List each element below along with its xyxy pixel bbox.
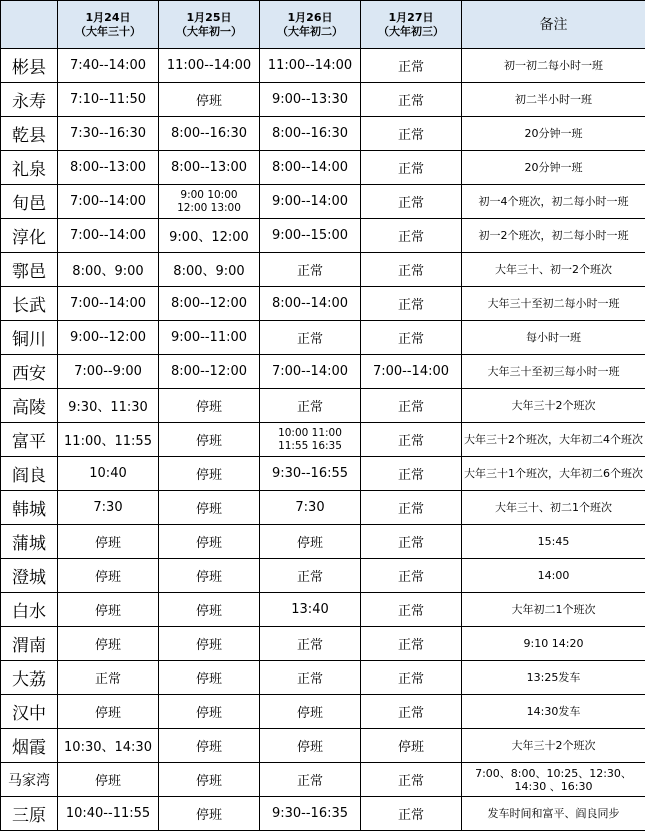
jan24-cell: 10:30、14:30	[58, 729, 159, 763]
jan26-cell: 11:00--14:00	[260, 49, 361, 83]
header-blank-cell	[1, 1, 58, 49]
city-cell: 礼泉	[1, 151, 58, 185]
jan24-cell: 7:30--16:30	[58, 117, 159, 151]
table-row	[1, 219, 645, 253]
city-cell: 三原	[1, 797, 58, 831]
jan25-cell: 9:00--11:00	[159, 321, 260, 355]
city-cell: 汉中	[1, 695, 58, 729]
jan27-cell: 正常	[361, 321, 462, 355]
table-row	[1, 151, 645, 185]
jan27-cell: 正常	[361, 151, 462, 185]
header-date: 1月26日	[287, 10, 333, 24]
jan26-cell: 正常	[260, 661, 361, 695]
table-row	[1, 253, 645, 287]
table-row	[1, 729, 645, 763]
remark-cell: 大年三十至初三每小时一班	[462, 355, 645, 389]
jan24-cell: 7:10--11:50	[58, 83, 159, 117]
city-cell: 渭南	[1, 627, 58, 661]
jan26-cell: 7:00--14:00	[260, 355, 361, 389]
remark-cell: 大年三十2个班次	[462, 729, 645, 763]
jan24-cell: 停班	[58, 559, 159, 593]
jan25-cell: 停班	[159, 83, 260, 117]
city-cell: 蒲城	[1, 525, 58, 559]
jan27-cell: 正常	[361, 763, 462, 797]
remark-cell: 大年初二1个班次	[462, 593, 645, 627]
remark-cell: 9:10 14:20	[462, 627, 645, 661]
jan27-cell: 正常	[361, 423, 462, 457]
jan27-cell: 正常	[361, 253, 462, 287]
jan24-cell: 7:30	[58, 491, 159, 525]
remark-cell: 初一4个班次，初二每小时一班	[462, 185, 645, 219]
jan25-cell: 8:00--12:00	[159, 355, 260, 389]
city-cell: 淳化	[1, 219, 58, 253]
table-row	[1, 287, 645, 321]
jan25-cell: 停班	[159, 491, 260, 525]
city-cell: 韩城	[1, 491, 58, 525]
city-cell: 大荔	[1, 661, 58, 695]
jan26-cell: 停班	[260, 525, 361, 559]
jan24-cell: 8:00、9:00	[58, 253, 159, 287]
jan26-cell: 8:00--14:00	[260, 287, 361, 321]
jan25-cell: 停班	[159, 423, 260, 457]
jan24-cell: 停班	[58, 525, 159, 559]
jan24-cell: 停班	[58, 695, 159, 729]
jan24-cell: 7:00--14:00	[58, 287, 159, 321]
jan25-cell: 停班	[159, 797, 260, 831]
city-cell: 西安	[1, 355, 58, 389]
jan24-cell: 正常	[58, 661, 159, 695]
table-row	[1, 627, 645, 661]
remark-cell: 每小时一班	[462, 321, 645, 355]
table-row	[1, 661, 645, 695]
jan27-cell: 正常	[361, 593, 462, 627]
remark-cell: 发车时间和富平、阎良同步	[462, 797, 645, 831]
jan24-cell: 7:00--14:00	[58, 219, 159, 253]
jan24-cell: 8:00--13:00	[58, 151, 159, 185]
jan26-cell: 13:40	[260, 593, 361, 627]
jan25-cell: 停班	[159, 627, 260, 661]
jan27-cell: 正常	[361, 491, 462, 525]
jan27-cell: 正常	[361, 117, 462, 151]
table-row	[1, 423, 645, 457]
time-line: 11:55 16:35	[278, 439, 342, 452]
remark-cell: 大年三十1个班次，大年初二6个班次	[462, 457, 645, 491]
jan26-cell: 9:30--16:35	[260, 797, 361, 831]
jan27-cell: 正常	[361, 559, 462, 593]
table-row	[1, 457, 645, 491]
remark-cell: 大年三十2个班次，大年初二4个班次	[462, 423, 645, 457]
remark-cell: 初一2个班次，初二每小时一班	[462, 219, 645, 253]
remark-cell: 初一初二每小时一班	[462, 49, 645, 83]
jan26-cell: 9:00--15:00	[260, 219, 361, 253]
remark-cell: 14:00	[462, 559, 645, 593]
city-cell: 阎良	[1, 457, 58, 491]
jan26-cell: 9:00--13:30	[260, 83, 361, 117]
jan27-cell: 正常	[361, 287, 462, 321]
jan27-cell: 正常	[361, 83, 462, 117]
jan26-cell: 8:00--14:00	[260, 151, 361, 185]
header-date: 1月27日	[388, 10, 434, 24]
jan25-cell: 停班	[159, 729, 260, 763]
remark-cell: 大年三十、初一2个班次	[462, 253, 645, 287]
jan25-cell: 停班	[159, 525, 260, 559]
header-day: （大年三十）	[75, 24, 141, 38]
city-cell: 富平	[1, 423, 58, 457]
remark-cell: 13:25发车	[462, 661, 645, 695]
city-cell: 永寿	[1, 83, 58, 117]
jan25-cell: 停班	[159, 661, 260, 695]
table-row	[1, 593, 645, 627]
header-day: （大年初一）	[176, 24, 242, 38]
header-jan24	[58, 1, 159, 49]
jan27-cell: 正常	[361, 797, 462, 831]
jan24-cell: 10:40	[58, 457, 159, 491]
jan26-cell: 正常	[260, 763, 361, 797]
table-row	[1, 695, 645, 729]
city-cell: 彬县	[1, 49, 58, 83]
jan27-cell: 正常	[361, 389, 462, 423]
city-cell: 马家湾	[1, 763, 58, 797]
table-row	[1, 321, 645, 355]
table-row	[1, 355, 645, 389]
header-remark: 备注	[462, 1, 645, 49]
jan25-cell: 停班	[159, 457, 260, 491]
city-cell: 旬邑	[1, 185, 58, 219]
jan25-cell: 停班	[159, 593, 260, 627]
jan25-cell	[159, 185, 260, 219]
remark-cell: 大年三十、初二1个班次	[462, 491, 645, 525]
city-cell: 澄城	[1, 559, 58, 593]
remark-cell	[462, 763, 645, 797]
time-line: 12:00 13:00	[177, 201, 241, 214]
jan25-cell: 停班	[159, 763, 260, 797]
table-row	[1, 389, 645, 423]
jan26-cell: 正常	[260, 321, 361, 355]
table-row	[1, 185, 645, 219]
header-jan25	[159, 1, 260, 49]
city-cell: 乾县	[1, 117, 58, 151]
table-row	[1, 763, 645, 797]
header-date: 1月25日	[186, 10, 232, 24]
jan27-cell: 正常	[361, 185, 462, 219]
jan27-cell: 7:00--14:00	[361, 355, 462, 389]
header-day: （大年初二）	[277, 24, 343, 38]
jan24-cell: 9:30、11:30	[58, 389, 159, 423]
jan26-cell: 正常	[260, 389, 361, 423]
remark-line: 7:00、8:00、10:25、12:30、	[475, 766, 632, 780]
table-row	[1, 117, 645, 151]
city-cell: 烟霞	[1, 729, 58, 763]
jan27-cell: 正常	[361, 525, 462, 559]
jan27-cell: 正常	[361, 457, 462, 491]
jan26-cell: 停班	[260, 729, 361, 763]
jan25-cell: 停班	[159, 695, 260, 729]
jan24-cell: 停班	[58, 627, 159, 661]
city-cell: 铜川	[1, 321, 58, 355]
remark-cell: 14:30发车	[462, 695, 645, 729]
jan25-cell: 8:00--16:30	[159, 117, 260, 151]
city-cell: 长武	[1, 287, 58, 321]
jan26-cell: 正常	[260, 253, 361, 287]
jan25-cell: 停班	[159, 389, 260, 423]
jan26-cell: 7:30	[260, 491, 361, 525]
time-line: 9:00 10:00	[180, 188, 238, 201]
table-row	[1, 525, 645, 559]
jan27-cell: 正常	[361, 661, 462, 695]
jan24-cell: 10:40--11:55	[58, 797, 159, 831]
jan24-cell: 9:00--12:00	[58, 321, 159, 355]
header-row	[1, 1, 645, 49]
jan24-cell: 11:00、11:55	[58, 423, 159, 457]
city-cell: 鄠邑	[1, 253, 58, 287]
jan25-cell: 8:00--12:00	[159, 287, 260, 321]
header-jan27	[361, 1, 462, 49]
jan26-cell: 9:30--16:55	[260, 457, 361, 491]
table-row	[1, 49, 645, 83]
remark-cell: 大年三十至初二每小时一班	[462, 287, 645, 321]
jan26-cell: 正常	[260, 559, 361, 593]
jan25-cell: 11:00--14:00	[159, 49, 260, 83]
time-line: 10:00 11:00	[278, 426, 342, 439]
jan24-cell: 7:00--14:00	[58, 185, 159, 219]
remark-cell: 15:45	[462, 525, 645, 559]
header-jan26	[260, 1, 361, 49]
table-row	[1, 491, 645, 525]
remark-line: 14:30 、16:30	[514, 779, 593, 793]
table-row	[1, 83, 645, 117]
remark-cell: 20分钟一班	[462, 151, 645, 185]
jan25-cell: 停班	[159, 559, 260, 593]
jan26-cell	[260, 423, 361, 457]
remark-cell: 初二半小时一班	[462, 83, 645, 117]
jan26-cell: 正常	[260, 627, 361, 661]
jan25-cell: 8:00--13:00	[159, 151, 260, 185]
header-date: 1月24日	[85, 10, 131, 24]
jan27-cell: 正常	[361, 695, 462, 729]
jan24-cell: 停班	[58, 763, 159, 797]
jan26-cell: 9:00--14:00	[260, 185, 361, 219]
jan26-cell: 8:00--16:30	[260, 117, 361, 151]
jan25-cell: 8:00、9:00	[159, 253, 260, 287]
city-cell: 白水	[1, 593, 58, 627]
jan24-cell: 7:00--9:00	[58, 355, 159, 389]
remark-cell: 大年三十2个班次	[462, 389, 645, 423]
jan24-cell: 7:40--14:00	[58, 49, 159, 83]
city-cell: 高陵	[1, 389, 58, 423]
jan27-cell: 停班	[361, 729, 462, 763]
jan24-cell: 停班	[58, 593, 159, 627]
jan26-cell: 停班	[260, 695, 361, 729]
header-day: （大年初三）	[378, 24, 444, 38]
jan25-cell: 9:00、12:00	[159, 219, 260, 253]
remark-cell: 20分钟一班	[462, 117, 645, 151]
jan27-cell: 正常	[361, 627, 462, 661]
jan27-cell: 正常	[361, 219, 462, 253]
table-row	[1, 559, 645, 593]
jan27-cell: 正常	[361, 49, 462, 83]
table-row	[1, 797, 645, 831]
